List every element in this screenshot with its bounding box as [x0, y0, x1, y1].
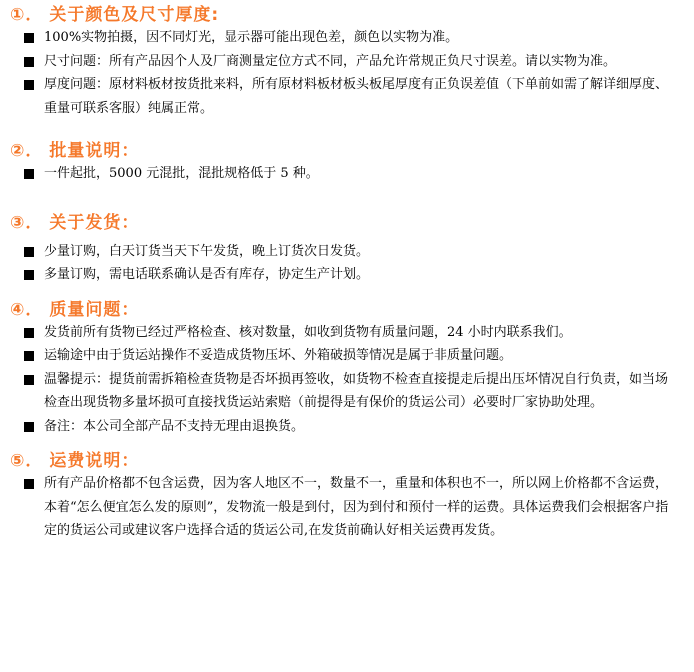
- list-item: [10, 263, 684, 287]
- section-number: ①: [10, 5, 26, 25]
- square-bullet-icon: [24, 247, 34, 257]
- list-item: [10, 472, 684, 543]
- item-text: 发货前所有货物已经过严格检查、核对数量，如收到货物有质量问题，24 小时内联系我们。: [44, 324, 572, 340]
- item-text: 一件起批，5000 元混批，混批规格低于 5 种。: [44, 166, 319, 181]
- square-bullet-icon: [24, 422, 34, 432]
- section-dot: ．: [25, 5, 44, 25]
- item-text: 多量订购，需电话联系确认是否有库存，协定生产计划。: [44, 267, 370, 282]
- list-item: [10, 50, 684, 74]
- square-bullet-icon: [24, 33, 34, 43]
- section-title: 批量说明：: [49, 141, 140, 161]
- section-dot: ．: [25, 299, 44, 320]
- item-text: 100%实物拍摄，因不同灯光，显示器可能出现色差，颜色以实物为准。: [44, 30, 459, 45]
- section-number: ②: [10, 141, 26, 161]
- item-text: 少量订购，白天订货当天下午发货，晚上订货次日发货。: [44, 243, 370, 259]
- section-heading: [10, 299, 684, 321]
- section-title: 关于颜色及尺寸厚度:: [49, 5, 220, 25]
- item-text: 厚度问题：原材料板材按货批来料，所有原材料板材板头板尾厚度有正负误差值（下单前如需了解详细厚度、重量可联系客服）纯属正常。: [44, 77, 669, 116]
- list-item: [10, 162, 684, 186]
- section-number: ⑤: [10, 451, 26, 471]
- section-heading: [10, 4, 684, 26]
- item-text: 备注：本公司全部产品不支持无理由退换货。: [44, 418, 305, 434]
- item-text: 尺寸问题：所有产品因个人及厂商测量定位方式不同，产品允许常规正负尺寸误差。请以实物为准。: [44, 53, 617, 69]
- list-item: [10, 26, 684, 50]
- square-bullet-icon: [24, 270, 34, 280]
- list-item: [10, 73, 684, 120]
- item-text: 所有产品价格都不包含运费，因为客人地区不一，数量不一，重量和体积也不一，所以网上价格都不含运费，本着“怎么便宜怎么发的原则”，发物流一般是到付，因为到付和预付一样的运费。具体运费我们会根据客户指定的货运公司或建议客户选择合适的货运公司,在发货前确认好相关运费再发货。: [44, 476, 669, 538]
- square-bullet-icon: [24, 375, 34, 385]
- square-bullet-icon: [24, 328, 34, 338]
- section-heading: [10, 450, 684, 472]
- section-heading: [10, 212, 684, 234]
- section-dot: ．: [25, 451, 44, 471]
- section-freight: [10, 450, 684, 543]
- square-bullet-icon: [24, 351, 34, 361]
- section-number: ④: [10, 299, 26, 320]
- square-bullet-icon: [24, 479, 34, 489]
- section-heading: [10, 140, 684, 162]
- list-item: [10, 321, 684, 345]
- square-bullet-icon: [24, 80, 34, 90]
- list-item: [10, 240, 684, 264]
- section-color-size: [10, 4, 684, 120]
- item-text: 温馨提示：提货前需拆箱检查货物是否坏损再签收，如货物不检查直接提走后提出压坏情况自行负责，如当场检查出现货物多量坏损可直接找货运站索赔（前提得是有保价的货运公司）必要时厂家协助处理。: [44, 371, 669, 410]
- section-title: 质量问题：: [49, 299, 140, 320]
- section-title: 运费说明：: [49, 451, 140, 471]
- section-dot: ．: [25, 141, 44, 161]
- section-quality: [10, 299, 684, 439]
- list-item: [10, 368, 684, 415]
- square-bullet-icon: [24, 169, 34, 179]
- section-title: 关于发货：: [49, 212, 140, 233]
- list-item: [10, 344, 684, 368]
- section-dot: ．: [25, 212, 44, 233]
- square-bullet-icon: [24, 57, 34, 67]
- list-item: [10, 415, 684, 439]
- item-text: 运输途中由于货运站操作不妥造成货物压坏、外箱破损等情况是属于非质量问题。: [44, 348, 513, 363]
- section-shipping: [10, 212, 684, 287]
- section-number: ③: [10, 212, 26, 233]
- section-batch: [10, 140, 684, 186]
